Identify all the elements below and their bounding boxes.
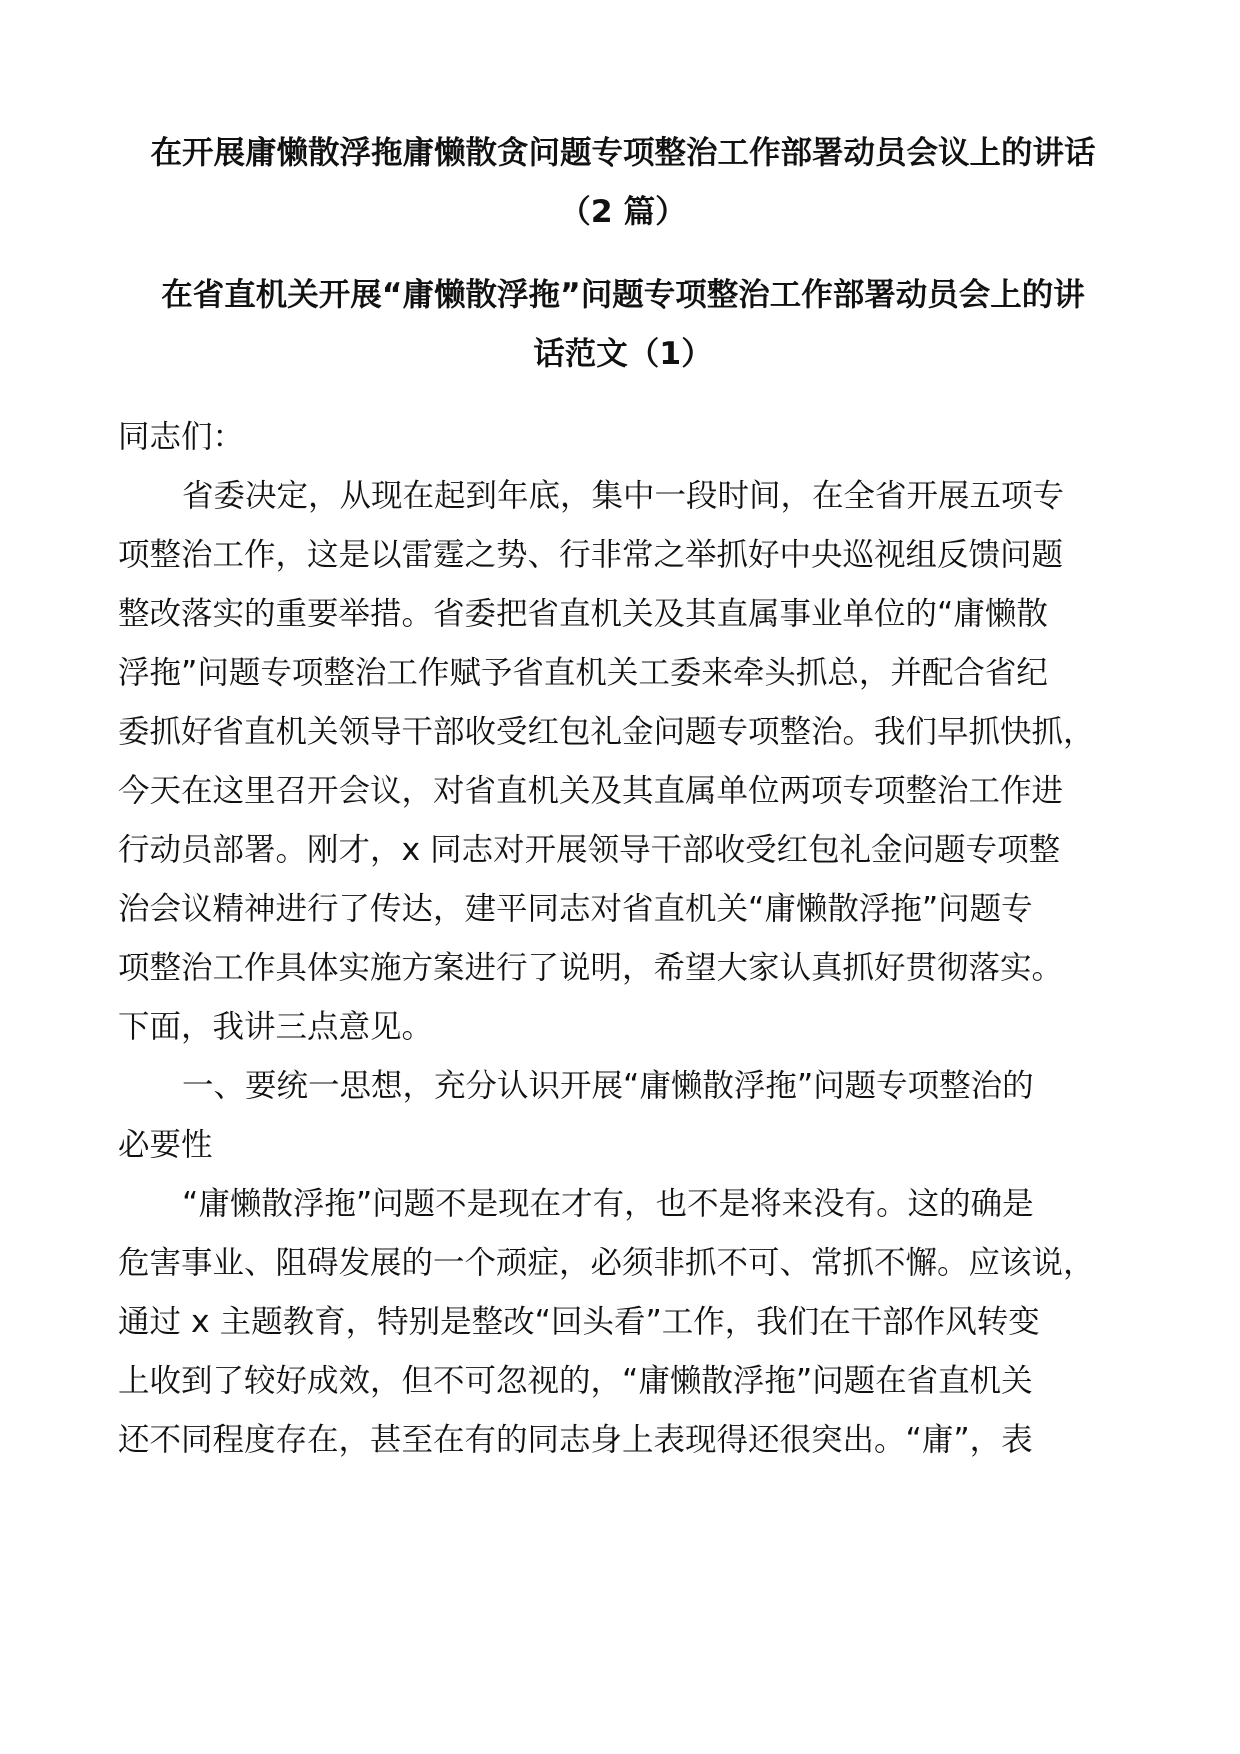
- salutation: 同志们：: [118, 419, 245, 455]
- paragraph-1-line: 浮拖”问题专项整治工作赋予省直机关工委来牵头抓总，并配合省纪: [118, 655, 1048, 691]
- paragraph-2-line: “庸懒散浮拖”问题不是现在才有，也不是将来没有。这的确是: [182, 1186, 1034, 1222]
- paragraph-2-line: 危害事业、阻碍发展的一个顽症，必须非抓不可、常抓不懈。应该说，: [118, 1245, 1095, 1281]
- paragraph-1-line: 整改落实的重要举措。省委把省直机关及其直属事业单位的“庸懒散: [118, 596, 1048, 632]
- paragraph-1-line: 项整治工作，这是以雷霆之势、行非常之举抓好中央巡视组反馈问题: [118, 537, 1064, 573]
- paragraph-2-line: 通过 x 主题教育，特别是整改“回头看”工作，我们在干部作风转变: [118, 1304, 1040, 1340]
- paragraph-1-line: 下面，我讲三点意见。: [118, 1009, 434, 1045]
- paragraph-2-line: 还不同程度存在，甚至在有的同志身上表现得还很突出。“庸”，表: [118, 1422, 1033, 1458]
- section-heading-line: 一、要统一思想，充分认识开展“庸懒散浮拖”问题专项整治的: [182, 1068, 1034, 1104]
- main-title-line-2: （2 篇）: [559, 194, 687, 230]
- paragraph-1-line: 治会议精神进行了传达，建平同志对省直机关“庸懒散浮拖”问题专: [118, 891, 1033, 927]
- paragraph-1-line: 行动员部署。刚才，x 同志对开展领导干部收受红包礼金问题专项整: [118, 832, 1061, 868]
- sub-title-line-2: 话范文（1）: [533, 336, 713, 372]
- paragraph-1-line: 委抓好省直机关领导干部收受红包礼金问题专项整治。我们早抓快抓，: [118, 714, 1095, 750]
- paragraph-1-line: 今天在这里召开会议，对省直机关及其直属单位两项专项整治工作进: [118, 773, 1064, 809]
- sub-title-line-1: 在省直机关开展“庸懒散浮拖”问题专项整治工作部署动员会上的讲: [161, 277, 1085, 313]
- paragraph-1-line: 省委决定，从现在起到年底，集中一段时间，在全省开展五项专: [182, 478, 1065, 514]
- section-heading-line: 必要性: [118, 1127, 213, 1163]
- paragraph-2-line: 上收到了较好成效，但不可忽视的，“庸懒散浮拖”问题在省直机关: [118, 1363, 1033, 1399]
- main-title-line-1: 在开展庸懒散浮拖庸懒散贪问题专项整治工作部署动员会议上的讲话: [150, 135, 1096, 171]
- paragraph-1-line: 项整治工作具体实施方案进行了说明，希望大家认真抓好贯彻落实。: [118, 950, 1064, 986]
